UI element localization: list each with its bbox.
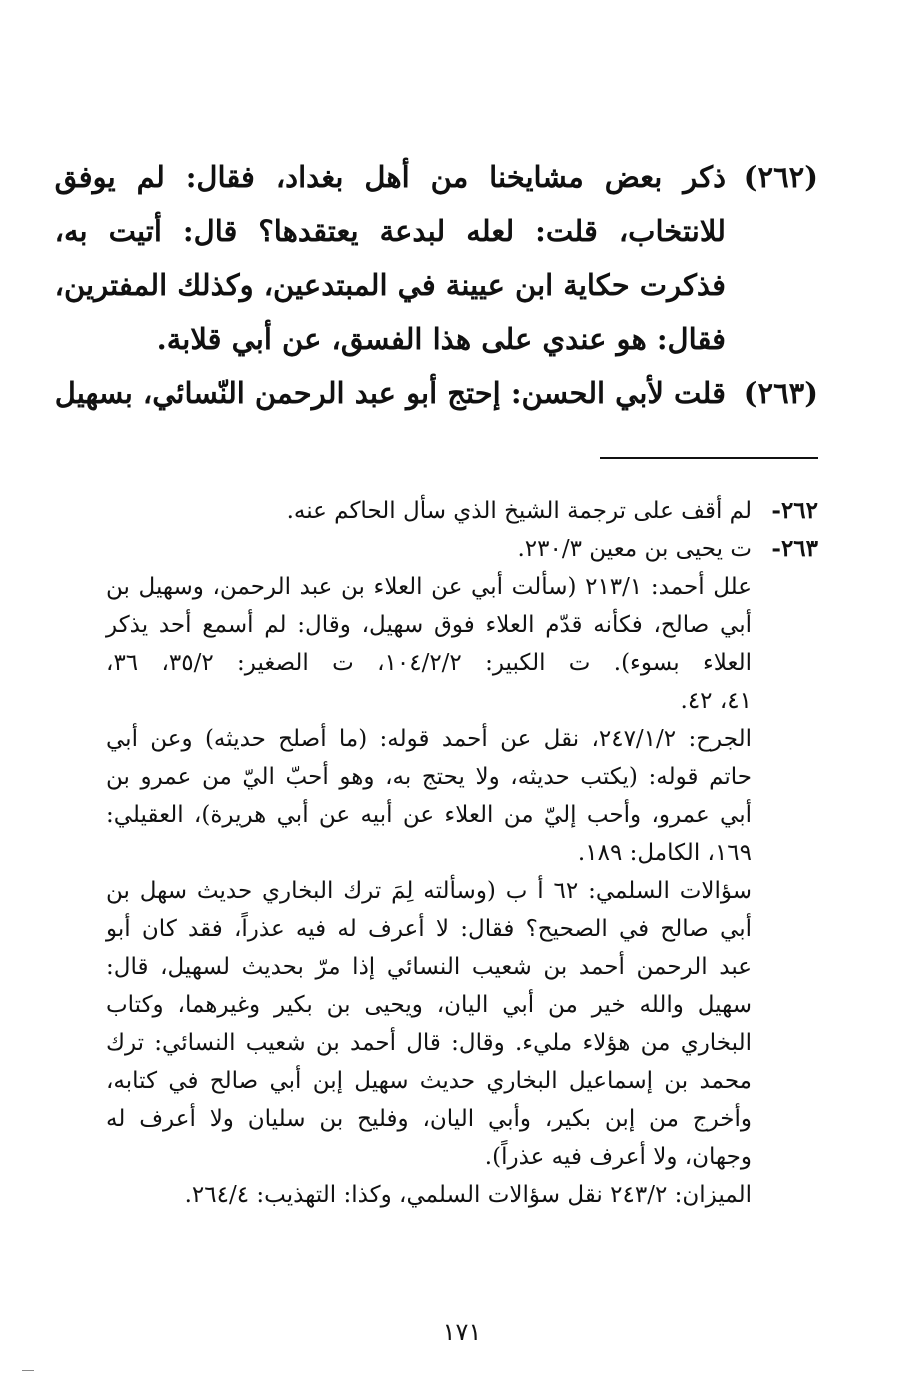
text-line: سهيل والله خير من أبي اليان، ويحيى بن بكير وغيرهما، وكتاب	[106, 992, 752, 1018]
footnote-text	[106, 492, 752, 530]
text-line: علل أحمد: ٢١٣/١ (سألت أبي عن العلاء بن عبد الرحمن، وسهيل بن	[106, 574, 752, 600]
text-line: ت يحيى بن معين ٢٣٠/٣.	[517, 536, 752, 562]
entry-text	[55, 366, 726, 420]
entry	[54, 150, 818, 366]
footnote-paragraph	[106, 530, 752, 568]
footnote-number: ٢٦٢-	[771, 497, 818, 524]
scan-mark	[22, 1370, 34, 1371]
entry-text	[55, 150, 726, 366]
text-line: حاتم قوله: (يكتب حديثه، ولا يحتج به، وهو أحبّ اليّ من عمرو بن	[106, 764, 752, 790]
footnote-paragraph	[106, 1176, 752, 1214]
text-line: عبد الرحمن أحمد بن شعيب النسائي إذا مرّ بحديث لسهيل، قال:	[106, 954, 752, 980]
footnote-paragraph	[106, 568, 752, 720]
text-line: وأخرج من إبن بكير، وأبي اليان، وفليح بن سليان ولا أعرف له	[106, 1106, 752, 1132]
footnote	[106, 492, 818, 530]
footnote-separator	[600, 457, 818, 459]
text-line: فقال: هو عندي على هذا الفسق، عن أبي قلابة.	[156, 322, 726, 356]
text-line: ذكر بعض مشايخنا من أهل بغداد، فقال: لم يوفق	[54, 160, 726, 194]
text-line: ١٦٩، الكامل: ١٨٩.	[577, 840, 752, 866]
text-line: سؤالات السلمي: ٦٢ أ ب (وسألته لِمَ ترك البخاري حديث سهل بن	[106, 878, 753, 904]
footnote	[106, 530, 818, 1214]
page-number: ١٧١	[442, 1318, 482, 1346]
entry-number: (٢٦٣)	[743, 376, 818, 410]
text-line: الجرح: ٢٤٧/١/٢، نقل عن أحمد قوله: (ما أصلح حديثه) وعن أبي	[106, 726, 752, 752]
text-line: للانتخاب، قلت: لعله لبدعة يعتقدها؟ قال: أتيت به،	[54, 214, 726, 248]
text-line: ٤١، ٤٢.	[680, 688, 752, 714]
footnote-paragraph	[106, 872, 752, 1176]
text-line: أبي عمرو، وأحب إليّ من العلاء عن أبيه عن أبي هريرة)، العقيلي:	[106, 802, 752, 828]
text-line: الميزان: ٢٤٣/٢ نقل سؤالات السلمي، وكذا: التهذيب: ٢٦٤/٤.	[184, 1182, 752, 1208]
entry-number: (٢٦٢)	[743, 160, 818, 194]
text-line: محمد بن إسماعيل البخاري حديث سهيل إبن أبي صالح في كتابه،	[106, 1068, 752, 1094]
footnotes	[106, 492, 818, 1214]
footnote-text	[106, 530, 752, 1214]
text-line: فذكرت حكاية ابن عيينة في المبتدعين، وكذلك المفترين،	[54, 268, 726, 302]
footnote-number: ٢٦٣-	[771, 535, 818, 562]
text-line: البخاري من هؤلاء مليء. وقال: قال أحمد بن شعيب النسائي: ترك	[106, 1030, 752, 1056]
main-text	[54, 150, 818, 420]
footnote-paragraph	[106, 720, 752, 872]
text-line: لم أقف على ترجمة الشيخ الذي سأل الحاكم عنه.	[286, 498, 752, 524]
text-line: أبي صالح في الصحيح؟ فقال: لا أعرف له فيه عذراً، فقد كان أبو	[106, 916, 752, 942]
text-line: وجهان، ولا أعرف فيه عذراً).	[484, 1144, 752, 1170]
entry	[54, 366, 818, 420]
text-line: أبي صالح، فكأنه قدّم العلاء فوق سهيل، وقال: لم أسمع أحد يذكر	[106, 612, 752, 638]
text-line: العلاء بسوء). ت الكبير: ١٠٤/٢/٢، ت الصغير: ٣٥/٢، ٣٦،	[106, 650, 753, 676]
text-line: قلت لأبي الحسن: إحتج أبو عبد الرحمن النّسائي، بسهيل	[54, 376, 726, 410]
footnote-paragraph	[106, 492, 752, 530]
